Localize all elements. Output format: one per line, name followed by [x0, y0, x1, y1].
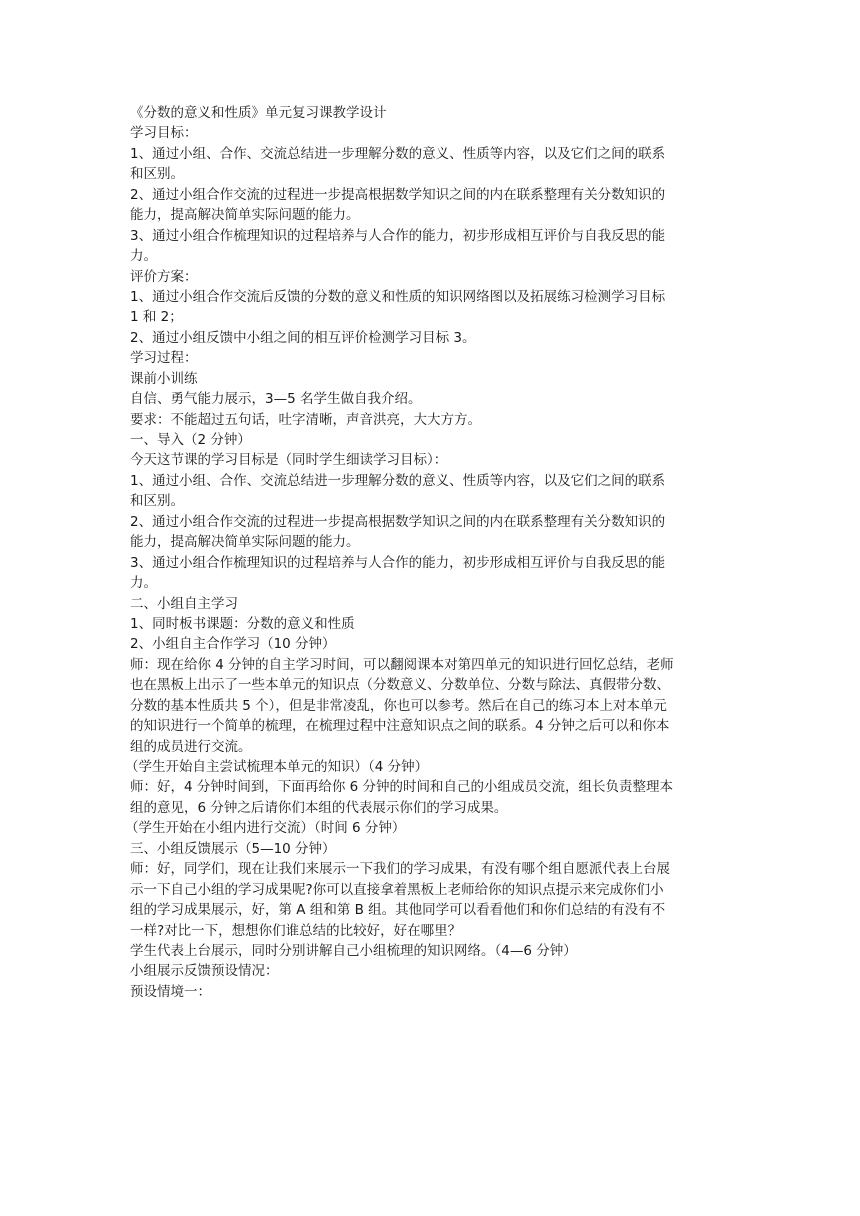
text-line: （学生开始自主尝试梳理本单元的知识）（4 分钟）: [125, 759, 429, 775]
text-line: 1、通过小组合作交流后反馈的分数的意义和性质的知识网络图以及拓展练习检测学习目标: [130, 288, 666, 305]
text-line: 1、通过小组、合作、交流总结进一步理解分数的意义、性质等内容，以及它们之间的联系: [130, 472, 666, 489]
text-line: 课前小训练: [130, 370, 198, 387]
text-line: 组的成员进行交流。: [130, 738, 252, 755]
text-line: 力。: [130, 575, 157, 592]
text-line: 师：好，4 分钟时间到，下面再给你 6 分钟的时间和自己的小组成员交流，组长负责整理本: [130, 779, 674, 796]
text-line: 也在黑板上出示了一些本单元的知识点（分数意义、分数单位、分数与除法、真假带分数、: [130, 677, 670, 694]
text-line: 今天这节课的学习目标是（同时学生细读学习目标）：: [130, 452, 448, 469]
text-line: 的知识进行一个简单的梳理，在梳理过程中注意知识点之间的联系。4 分钟之后可以和你本: [130, 718, 670, 735]
text-line: 和区别。: [130, 166, 184, 183]
text-line: 能力，提高解决简单实际问题的能力。: [130, 207, 360, 224]
text-line: 组的意见，6 分钟之后请你们本组的代表展示你们的学习成果。: [130, 799, 508, 816]
section-heading-intro: 一、导入（2 分钟）: [130, 432, 251, 448]
text-line: 3、通过小组合作梳理知识的过程培养与人合作的能力，初步形成相互评价与自我反思的能: [130, 227, 666, 244]
text-line: 和区别。: [130, 493, 184, 510]
text-line: 学生代表上台展示，同时分别讲解自己小组梳理的知识网络。（4—6 分钟）: [130, 942, 577, 959]
text-line: 示一下自己小组的学习成果呢?你可以直接拿着黑板上老师给你的知识点提示来完成你们小: [130, 881, 664, 898]
section-heading-objectives: 学习目标：: [130, 125, 198, 142]
text-line: 3、通过小组合作梳理知识的过程培养与人合作的能力，初步形成相互评价与自我反思的能: [130, 554, 666, 571]
text-line: （学生开始在小组内进行交流）（时间 6 分钟）: [125, 820, 406, 837]
section-heading-feedback: 三、小组反馈展示（5—10 分钟）: [130, 840, 336, 857]
text-line: 2、通过小组合作交流的过程进一步提高根据数学知识之间的内在联系整理有关分数知识的: [130, 513, 666, 530]
document-title: 《分数的意义和性质》单元复习课教学设计: [130, 105, 387, 121]
section-heading-self-study: 二、小组自主学习: [130, 595, 238, 612]
text-line: 2、小组自主合作学习（10 分钟）: [130, 636, 336, 653]
text-line: 2、通过小组合作交流的过程进一步提高根据数学知识之间的内在联系整理有关分数知识的: [130, 186, 666, 203]
text-line: 自信、勇气能力展示，3—5 名学生做自我介绍。: [130, 391, 422, 408]
section-heading-evaluation: 评价方案：: [130, 268, 198, 285]
text-line: 要求：不能超过五句话，吐字清晰，声音洪亮，大大方方。: [130, 411, 481, 428]
text-line: 1、通过小组、合作、交流总结进一步理解分数的意义、性质等内容，以及它们之间的联系: [130, 145, 666, 162]
text-line: 小组展示反馈预设情况：: [130, 963, 279, 980]
text-line: 能力，提高解决简单实际问题的能力。: [130, 534, 360, 551]
section-heading-process: 学习过程：: [130, 350, 198, 367]
text-line: 师：现在给你 4 分钟的自主学习时间，可以翻阅课本对第四单元的知识进行回忆总结，老师: [130, 656, 674, 673]
text-line: 2、通过小组反馈中小组之间的相互评价检测学习目标 3。: [130, 329, 476, 346]
text-line: 力。: [130, 248, 157, 265]
document-page: [125, 103, 742, 1002]
text-line: 1 和 2；: [130, 309, 183, 326]
text-line: 1、同时板书课题：分数的意义和性质: [130, 615, 355, 632]
text-line: 师：好，同学们，现在让我们来展示一下我们的学习成果，有没有哪个组自愿派代表上台展: [130, 861, 670, 878]
text-line: 分数的基本性质共 5 个），但是非常凌乱，你也可以参考。然后在自己的练习本上对本单元: [130, 697, 667, 714]
text-line: 预设情境一：: [130, 983, 211, 1000]
text-line: 组的学习成果展示，好，第 A 组和第 B 组。其他同学可以看看他们和你们总结的有没有不: [130, 902, 666, 919]
text-line: 一样?对比一下，想想你们谁总结的比较好，好在哪里？: [130, 922, 462, 939]
